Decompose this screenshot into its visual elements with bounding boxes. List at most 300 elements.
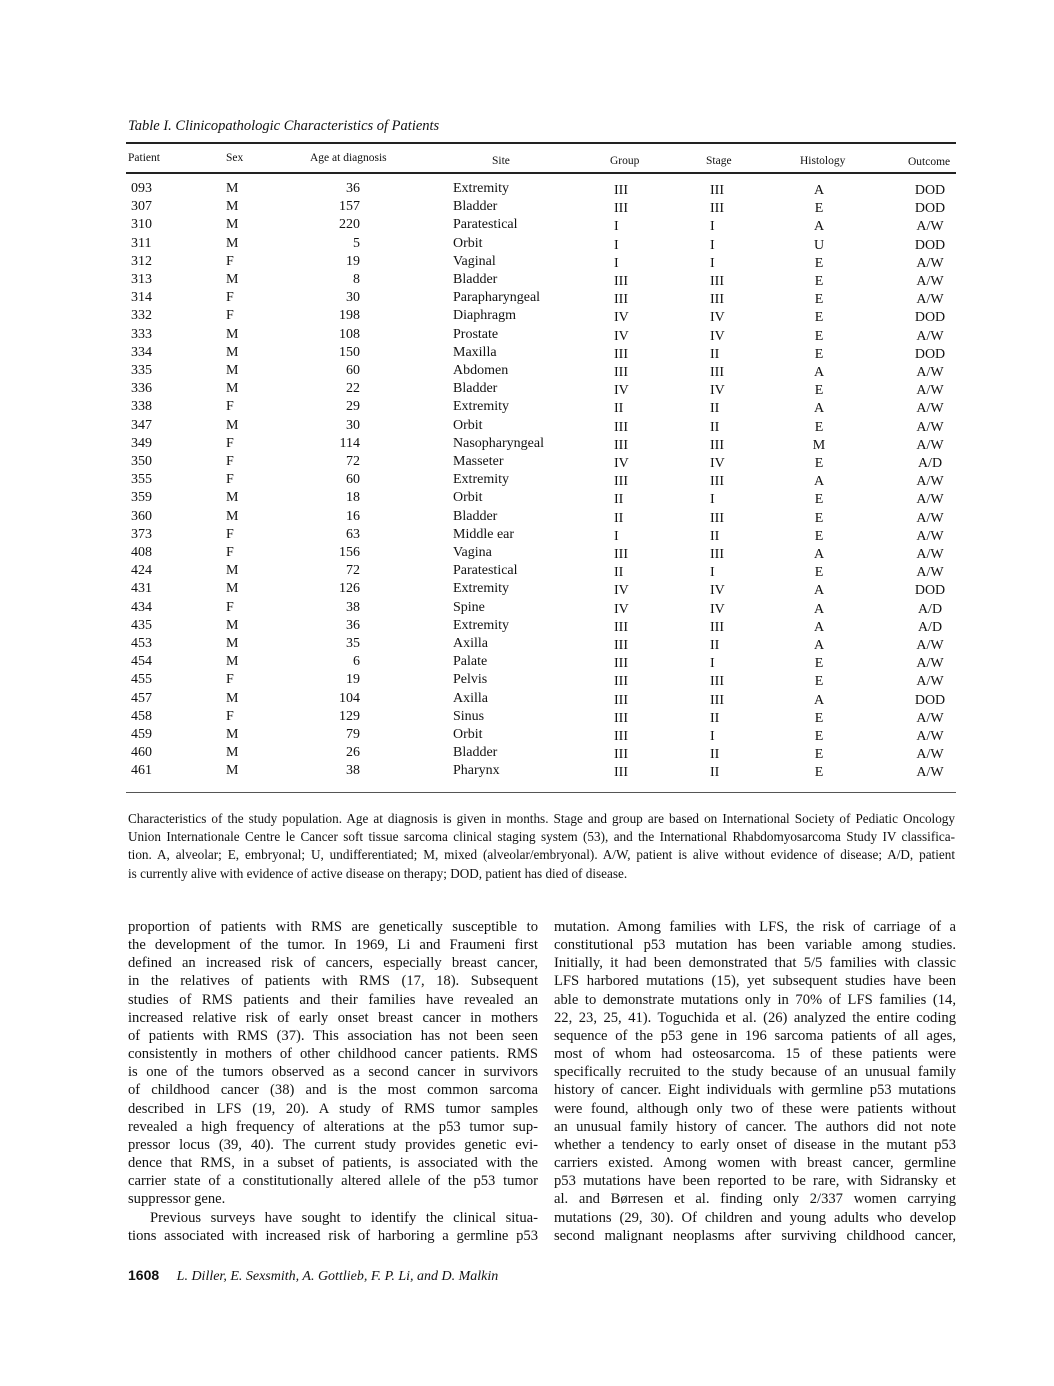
- cell-stage: II: [710, 346, 720, 362]
- cell-outcome: A/W: [916, 656, 944, 672]
- cell-patient: 424: [131, 563, 152, 579]
- cell-outcome: A/W: [916, 255, 944, 271]
- table-row: [0, 691, 1054, 709]
- cell-sex: F: [226, 526, 234, 542]
- cell-group: I: [614, 528, 619, 544]
- table-row: [0, 327, 1054, 345]
- table-row: [0, 636, 1054, 654]
- cell-outcome: A/W: [916, 401, 944, 417]
- cell-histology: A: [813, 692, 825, 708]
- cell-histology: E: [814, 201, 824, 217]
- cell-patient: 431: [131, 581, 152, 597]
- cell-site: Extremity: [453, 472, 509, 488]
- cell-sex: M: [226, 763, 239, 779]
- cell-patient: 360: [131, 508, 152, 524]
- cell-stage: I: [710, 237, 715, 253]
- cell-outcome: A/W: [916, 274, 944, 289]
- cell-age: 35: [346, 636, 360, 651]
- cell-patient: 355: [131, 472, 152, 488]
- cell-histology: E: [814, 674, 824, 690]
- cell-stage: III: [710, 292, 724, 308]
- cell-group: III: [614, 183, 628, 198]
- cell-age: 30: [346, 290, 360, 306]
- cell-histology: M: [812, 437, 826, 453]
- cell-stage: II: [710, 528, 720, 544]
- cell-patient: 338: [131, 399, 152, 415]
- cell-age: 72: [346, 563, 360, 579]
- text-line: of childhood cancer (38) and is the most common sarcoma: [128, 1082, 538, 1099]
- cell-age: 36: [346, 181, 360, 196]
- text-line: LFS harbored mutations (15), yet subsequent studies have been: [554, 973, 956, 990]
- cell-outcome: A/W: [916, 292, 944, 308]
- table-row: [0, 363, 1054, 381]
- cell-histology: A: [813, 401, 825, 417]
- table-bottom-rule: [126, 792, 956, 793]
- cell-sex: M: [226, 508, 239, 524]
- cell-site: Vagina: [453, 545, 492, 560]
- cell-histology: A: [813, 583, 825, 599]
- cell-group: III: [614, 346, 628, 362]
- text-line: Union Internationale Centre le Cancer soft tissue sarcoma clinical staging system (53), and the International Rhabdomyosarcoma Study IV classifica-: [128, 829, 955, 845]
- cell-histology: E: [814, 492, 824, 508]
- cell-site: Pharynx: [453, 763, 500, 779]
- cell-histology: E: [814, 346, 824, 362]
- text-line: able to demonstrate mutations only in 70% of LFS families (14,: [554, 991, 956, 1008]
- cell-histology: A: [813, 601, 825, 617]
- cell-histology: E: [814, 656, 824, 672]
- text-line: were found, although only two of these were patients without: [554, 1100, 956, 1117]
- text-line: second malignant neoplasms after surviving childhood cancer,: [554, 1227, 956, 1244]
- cell-outcome: A/W: [916, 474, 944, 490]
- table-title: Table I. Clinicopathologic Characteristics of Patients: [128, 118, 440, 134]
- cell-sex: M: [226, 417, 239, 433]
- cell-stage: II: [710, 401, 720, 417]
- cell-age: 104: [339, 690, 360, 706]
- cell-sex: M: [226, 363, 239, 378]
- cell-age: 79: [346, 727, 360, 742]
- cell-outcome: A/W: [916, 492, 944, 508]
- cell-outcome: A/D: [917, 619, 943, 635]
- cell-patient: 457: [131, 690, 152, 706]
- cell-site: Bladder: [453, 272, 498, 287]
- cell-age: 108: [339, 326, 360, 342]
- cell-patient: 335: [131, 363, 152, 378]
- cell-sex: M: [226, 199, 239, 215]
- cell-age: 29: [346, 399, 360, 415]
- header-sex: Sex: [226, 152, 244, 164]
- cell-stage: III: [710, 674, 724, 690]
- cell-site: Orbit: [453, 417, 483, 433]
- header-histology: Histology: [800, 155, 846, 167]
- cell-stage: III: [710, 201, 724, 217]
- cell-outcome: A/W: [916, 765, 944, 781]
- text-line: Initially, it had been demonstrated that 5/5 families with classic: [554, 955, 956, 972]
- text-line: consistently in mothers of other childhood cancer patients. RMS: [128, 1046, 538, 1063]
- cell-histology: E: [814, 310, 824, 326]
- table-row: [0, 181, 1054, 199]
- cell-age: 8: [353, 272, 360, 287]
- text-line: dence that RMS, in a subset of patients, is associated with the: [128, 1155, 538, 1172]
- table-row: [0, 600, 1054, 618]
- cell-histology: E: [814, 710, 824, 726]
- cell-stage: III: [710, 510, 724, 526]
- cell-outcome: DOD: [914, 237, 946, 253]
- cell-outcome: DOD: [914, 310, 946, 326]
- cell-patient: 336: [131, 381, 152, 397]
- cell-site: Palate: [453, 654, 488, 670]
- cell-site: Paratestical: [453, 217, 518, 233]
- cell-group: III: [614, 365, 628, 380]
- text-line: Previous surveys have sought to identify the clinical situa-: [150, 1209, 538, 1226]
- table-row: [0, 345, 1054, 363]
- cell-stage: I: [710, 565, 715, 581]
- cell-age: 26: [346, 745, 360, 761]
- table-row: [0, 308, 1054, 326]
- cell-outcome: A/W: [916, 565, 944, 581]
- header-age: Age at diagnosis: [310, 152, 387, 164]
- cell-outcome: A/D: [917, 456, 943, 471]
- cell-site: Prostate: [453, 326, 499, 342]
- cell-group: IV: [614, 583, 629, 599]
- table-row: [0, 381, 1054, 399]
- cell-site: Bladder: [453, 199, 498, 215]
- header-group: Group: [610, 155, 640, 167]
- cell-age: 157: [339, 199, 360, 215]
- page-number: 1608: [128, 1267, 160, 1283]
- cell-site: Vaginal: [453, 253, 496, 269]
- cell-sex: F: [226, 290, 234, 306]
- cell-site: Bladder: [453, 745, 498, 761]
- text-line: pressor locus (39, 40). The current study provides genetic evi-: [128, 1136, 538, 1153]
- cell-site: Orbit: [453, 727, 483, 742]
- cell-patient: 459: [131, 727, 152, 742]
- cell-outcome: A/W: [916, 419, 944, 435]
- cell-sex: M: [226, 690, 239, 706]
- cell-group: III: [614, 692, 628, 708]
- cell-outcome: A/W: [916, 383, 944, 399]
- cell-site: Maxilla: [453, 344, 497, 360]
- table-row: [0, 509, 1054, 527]
- cell-stage: IV: [710, 310, 725, 326]
- cell-age: 38: [346, 763, 360, 779]
- table-row: [0, 490, 1054, 508]
- cell-stage: IV: [710, 583, 725, 599]
- cell-patient: 461: [131, 763, 152, 779]
- cell-histology: E: [814, 419, 824, 435]
- cell-sex: M: [226, 344, 239, 360]
- cell-sex: F: [226, 599, 234, 615]
- text-line: Characteristics of the study population. Age at diagnosis is given in months. Stage and group are based on International Society of Pediatic Oncology: [128, 811, 955, 826]
- cell-histology: E: [814, 528, 824, 544]
- cell-group: III: [614, 729, 628, 744]
- cell-outcome: DOD: [914, 346, 946, 362]
- cell-group: IV: [614, 456, 629, 471]
- cell-site: Masseter: [453, 454, 504, 469]
- cell-outcome: A/W: [916, 674, 944, 690]
- cell-stage: IV: [710, 383, 725, 399]
- cell-group: II: [614, 401, 624, 417]
- cell-age: 156: [339, 545, 360, 560]
- cell-group: III: [614, 638, 628, 653]
- table-row: [0, 254, 1054, 272]
- cell-site: Middle ear: [453, 526, 515, 542]
- cell-age: 19: [346, 672, 360, 688]
- cell-patient: 350: [131, 454, 152, 469]
- cell-patient: 373: [131, 526, 152, 542]
- cell-group: I: [614, 237, 619, 253]
- table-row: [0, 563, 1054, 581]
- cell-patient: 434: [131, 599, 152, 615]
- cell-site: Nasopharyngeal: [453, 435, 544, 451]
- table-row: [0, 472, 1054, 490]
- cell-age: 16: [346, 508, 360, 524]
- cell-site: Orbit: [453, 235, 483, 251]
- cell-group: III: [614, 619, 628, 635]
- cell-site: Bladder: [453, 508, 498, 524]
- cell-sex: M: [226, 235, 239, 251]
- cell-group: II: [614, 492, 624, 508]
- cell-histology: E: [814, 328, 824, 344]
- cell-age: 198: [339, 308, 360, 324]
- text-line: 22, 23, 25, 41). Toguchida et al. (26) analyzed the entire coding: [554, 1009, 956, 1026]
- cell-age: 114: [339, 435, 360, 451]
- cell-outcome: A/W: [916, 528, 944, 544]
- table-row: [0, 654, 1054, 672]
- cell-histology: A: [813, 183, 825, 198]
- text-line: tion. A, alveolar; E, embryonal; U, undifferentiated; M, mixed (alveolar/embryonal). A/W, patient is alive without evidence of disease; A/D, patient: [128, 847, 955, 863]
- text-line: is currently alive with evidence of active disease on therapy; DOD, patient has died of disease.: [128, 865, 628, 881]
- cell-sex: F: [226, 545, 234, 560]
- cell-group: IV: [614, 383, 629, 399]
- cell-histology: E: [814, 255, 824, 271]
- cell-stage: IV: [710, 328, 725, 344]
- text-line: revealed a high frequency of alterations at the p53 tumor sup-: [128, 1118, 538, 1135]
- cell-site: Spine: [453, 599, 485, 615]
- cell-age: 220: [339, 217, 360, 233]
- cell-group: III: [614, 274, 628, 289]
- table-header-rule: [126, 172, 956, 174]
- cell-age: 5: [353, 235, 360, 251]
- cell-group: II: [614, 565, 624, 581]
- cell-patient: 460: [131, 745, 152, 761]
- text-line: defined an increased risk of cancers, especially breast cancer,: [128, 955, 538, 972]
- cell-site: Diaphragm: [453, 308, 516, 324]
- cell-site: Paratestical: [453, 563, 518, 579]
- text-line: most of whom had osteosarcoma. 15 of these patients were: [554, 1046, 956, 1063]
- header-stage: Stage: [706, 155, 732, 167]
- cell-age: 19: [346, 253, 360, 269]
- cell-stage: I: [710, 219, 715, 235]
- cell-age: 129: [339, 708, 360, 724]
- cell-stage: II: [710, 710, 720, 726]
- cell-group: III: [614, 674, 628, 690]
- cell-site: Extremity: [453, 399, 509, 415]
- text-line: proportion of patients with RMS are genetically susceptible to: [128, 919, 538, 935]
- header-outcome: Outcome: [908, 156, 951, 168]
- cell-histology: A: [813, 365, 825, 380]
- cell-age: 60: [346, 363, 360, 378]
- table-row: [0, 399, 1054, 417]
- cell-group: III: [614, 710, 628, 726]
- cell-site: Extremity: [453, 617, 509, 633]
- text-line: an unusual family history of cancer. The authors did not note: [554, 1118, 956, 1135]
- cell-patient: 312: [131, 253, 152, 269]
- cell-age: 30: [346, 417, 360, 433]
- cell-outcome: A/W: [916, 747, 944, 763]
- cell-outcome: DOD: [914, 183, 946, 198]
- header-patient: Patient: [128, 152, 160, 164]
- cell-group: IV: [614, 310, 629, 326]
- cell-stage: II: [710, 638, 720, 653]
- cell-site: Extremity: [453, 181, 509, 196]
- cell-group: III: [614, 419, 628, 435]
- cell-stage: II: [710, 419, 720, 435]
- cell-patient: 408: [131, 545, 152, 560]
- cell-stage: III: [710, 692, 724, 708]
- cell-stage: III: [710, 274, 724, 289]
- cell-patient: 453: [131, 636, 152, 651]
- text-line: carriers existed. Among women with breast cancer, germline: [554, 1155, 956, 1172]
- table-row: [0, 581, 1054, 599]
- cell-sex: M: [226, 745, 239, 761]
- text-line: mutations (29, 30). Of children and young adults who develop: [554, 1209, 956, 1226]
- cell-patient: 359: [131, 490, 152, 506]
- cell-sex: M: [226, 727, 239, 742]
- cell-site: Parapharyngeal: [453, 290, 541, 306]
- text-line: tions associated with increased risk of harboring a germline p53: [128, 1227, 538, 1244]
- table-row: [0, 709, 1054, 727]
- cell-sex: F: [226, 672, 234, 688]
- cell-sex: M: [226, 217, 239, 233]
- cell-group: IV: [614, 328, 629, 344]
- cell-group: III: [614, 437, 628, 453]
- cell-histology: E: [814, 510, 824, 526]
- cell-histology: A: [813, 638, 825, 653]
- cell-sex: M: [226, 490, 239, 506]
- cell-group: I: [614, 219, 619, 235]
- table-top-rule: [126, 142, 956, 144]
- cell-patient: 313: [131, 272, 152, 287]
- cell-stage: III: [710, 619, 724, 635]
- cell-stage: III: [710, 437, 724, 453]
- text-line: history of cancer. Eight individuals with germline p53 mutations: [554, 1082, 956, 1099]
- text-line: al. and Børresen et al. finding only 2/337 women carrying: [554, 1191, 956, 1208]
- cell-group: III: [614, 656, 628, 672]
- cell-site: Bladder: [453, 381, 498, 397]
- table-row: [0, 199, 1054, 217]
- cell-sex: F: [226, 472, 234, 488]
- cell-patient: 458: [131, 708, 152, 724]
- table-row: [0, 727, 1054, 745]
- cell-outcome: DOD: [914, 201, 946, 217]
- cell-patient: 311: [131, 235, 152, 251]
- cell-histology: E: [814, 456, 824, 471]
- text-line: suppressor gene.: [128, 1191, 226, 1208]
- text-line: carrier state of a constitutionally altered allele of the p53 tumor: [128, 1173, 538, 1190]
- cell-sex: M: [226, 654, 239, 670]
- cell-stage: II: [710, 747, 720, 763]
- cell-site: Pelvis: [453, 672, 488, 688]
- cell-patient: 455: [131, 672, 152, 688]
- cell-stage: III: [710, 547, 724, 562]
- cell-stage: II: [710, 765, 720, 781]
- table-row: [0, 545, 1054, 563]
- cell-patient: 310: [131, 217, 152, 233]
- cell-outcome: A/W: [916, 638, 944, 653]
- cell-histology: E: [814, 729, 824, 744]
- cell-stage: I: [710, 492, 715, 508]
- table-row: [0, 672, 1054, 690]
- cell-histology: A: [813, 219, 825, 235]
- table-row: [0, 618, 1054, 636]
- cell-group: II: [614, 510, 624, 526]
- cell-group: I: [614, 255, 619, 271]
- table-row: [0, 745, 1054, 763]
- cell-group: III: [614, 474, 628, 490]
- cell-age: 6: [353, 654, 360, 670]
- cell-site: Axilla: [453, 690, 488, 706]
- cell-patient: 333: [131, 326, 152, 342]
- cell-stage: I: [710, 656, 715, 672]
- cell-age: 60: [346, 472, 360, 488]
- cell-stage: I: [710, 729, 715, 744]
- cell-age: 18: [346, 490, 360, 506]
- text-line: the development of the tumor. In 1969, Li and Fraumeni first: [128, 937, 538, 954]
- cell-sex: M: [226, 326, 239, 342]
- cell-site: Sinus: [453, 708, 485, 724]
- cell-sex: M: [226, 272, 239, 287]
- cell-site: Abdomen: [453, 363, 509, 378]
- text-line: specifically recruited to the study because of an unusual family: [554, 1064, 956, 1081]
- cell-site: Axilla: [453, 636, 488, 651]
- cell-patient: 349: [131, 435, 152, 451]
- cell-sex: F: [226, 454, 234, 469]
- cell-outcome: A/W: [916, 729, 944, 744]
- text-line: increased relative risk of early onset breast cancer in mothers: [128, 1009, 538, 1026]
- cell-patient: 314: [131, 290, 152, 306]
- cell-sex: M: [226, 581, 239, 597]
- cell-histology: E: [814, 292, 824, 308]
- cell-stage: I: [710, 255, 715, 271]
- cell-patient: 347: [131, 417, 152, 433]
- body-column-right: [554, 918, 956, 1245]
- table-row: [0, 236, 1054, 254]
- cell-outcome: A/W: [916, 328, 944, 344]
- cell-sex: F: [226, 308, 234, 324]
- cell-patient: 332: [131, 308, 152, 324]
- cell-histology: E: [814, 274, 824, 289]
- cell-age: 72: [346, 454, 360, 469]
- cell-stage: III: [710, 365, 724, 380]
- cell-histology: A: [813, 547, 825, 562]
- cell-outcome: A/W: [916, 437, 944, 453]
- cell-sex: F: [226, 253, 234, 269]
- table-row: [0, 454, 1054, 472]
- cell-group: III: [614, 201, 628, 217]
- table-row: [0, 272, 1054, 290]
- cell-age: 150: [339, 344, 360, 360]
- cell-sex: M: [226, 181, 239, 196]
- running-authors: L. Diller, E. Sexsmith, A. Gottlieb, F. P. Li, and D. Malkin: [176, 1269, 499, 1284]
- table-row: [0, 290, 1054, 308]
- page-footer: [128, 1267, 498, 1285]
- cell-outcome: A/W: [916, 510, 944, 526]
- text-line: in the relatives of patients with RMS (17, 18). Subsequent: [128, 973, 538, 990]
- table-row: [0, 436, 1054, 454]
- cell-stage: III: [710, 474, 724, 490]
- cell-group: III: [614, 765, 628, 781]
- text-line: p53 mutations have been reported to be rare, with Sidransky et: [554, 1173, 956, 1190]
